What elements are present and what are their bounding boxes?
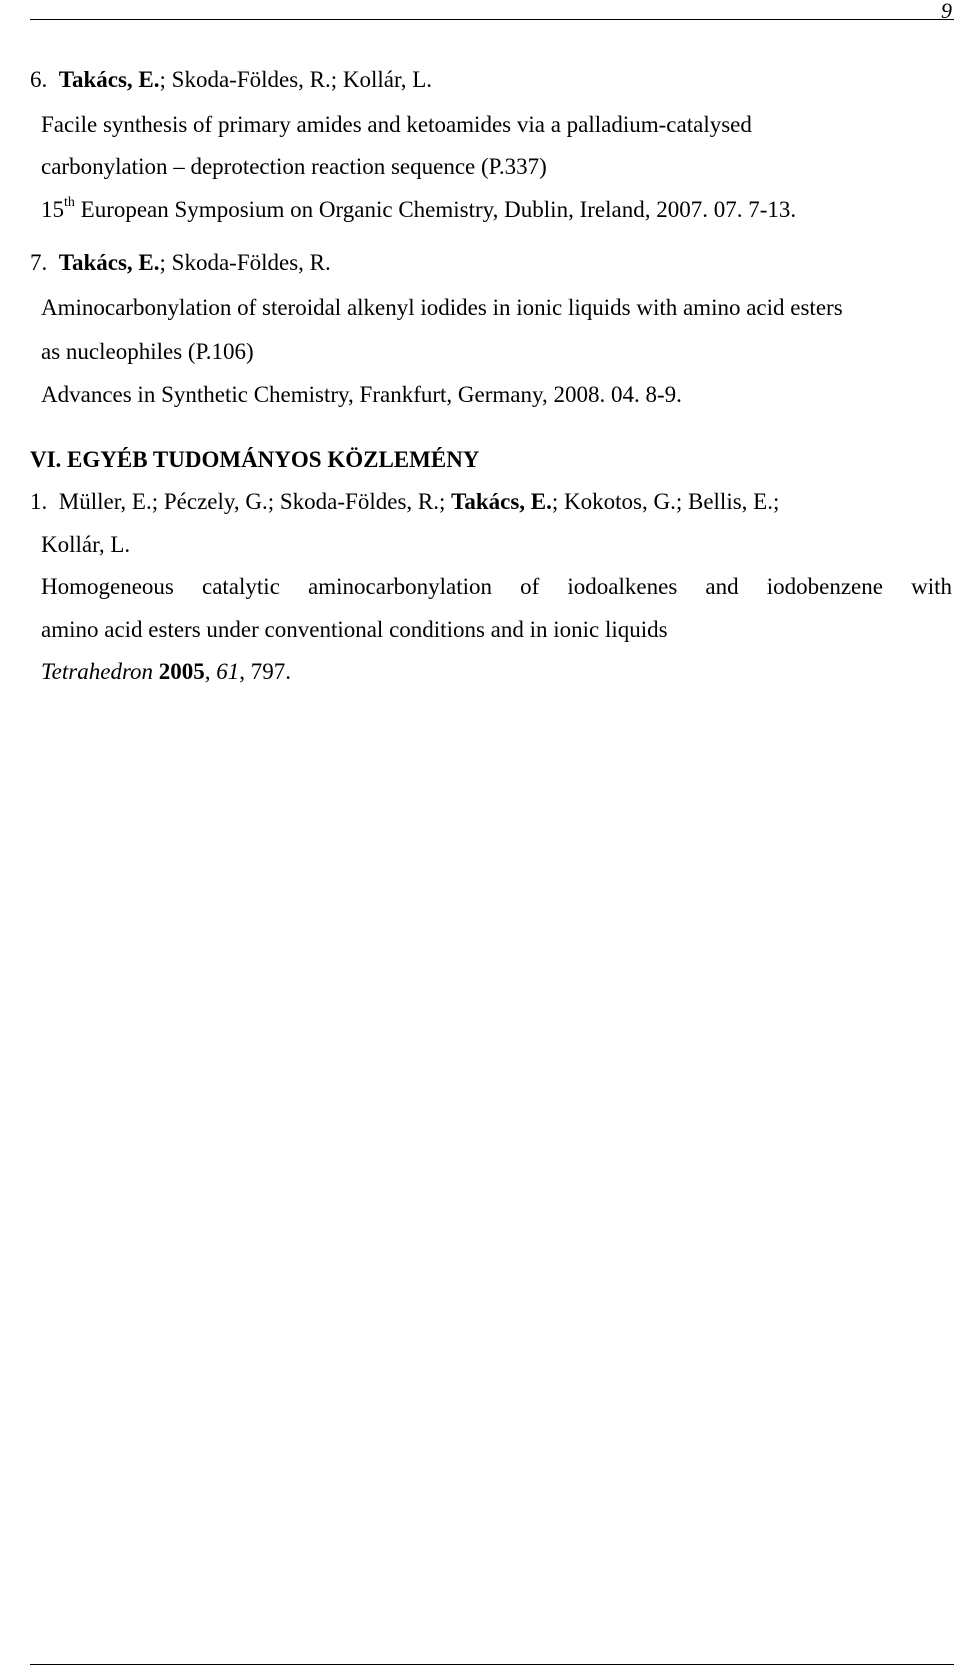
footer-rule [30,1664,954,1665]
publication-1-title-line2: amino acid esters under conventional conditions and in ionic liquids [41,617,668,642]
entry-main-author: Takács, E. [58,250,160,275]
entry-index: 6. [30,67,48,92]
entry-6-title-line2: carbonylation – deprotection reaction sequence (P.337) [41,154,547,179]
venue-ordinal: 15 [41,197,64,222]
entry-7-venue: Advances in Synthetic Chemistry, Frankfurt, Germany, 2008. 04. 8-9. [41,382,682,407]
header-rule [30,19,954,20]
venue-ordinal-suffix: th [64,195,75,211]
entry-7-title-line2: as nucleophiles (P.106) [41,339,254,364]
entry-6-title-line1: Facile synthesis of primary amides and ketoamides via a palladium-catalysed [41,112,752,137]
publication-authors-part1: Müller, E.; Péczely, G.; Skoda-Földes, R.; [58,489,452,514]
section-heading: VI. EGYÉB TUDOMÁNYOS KÖZLEMÉNY [30,447,480,472]
entry-other-authors: ; Skoda-Földes, R.; Kollár, L. [159,67,433,92]
publication-1-authors-line2: Kollár, L. [41,532,131,557]
entry-index: 7. [30,250,48,275]
publication-1-title-line1: Homogeneous catalytic aminocarbonylation of iodoalkenes and iodobenzene with [41,574,952,599]
page-number: 9 [941,0,952,23]
publication-main-author: Takács, E. [451,489,552,514]
venue-text: European Symposium on Organic Chemistry, Dublin, Ireland, 2007. 07. 7-13. [74,197,797,222]
publication-year: 2005 [158,659,205,684]
publication-index: 1. [30,489,48,514]
entry-other-authors: ; Skoda-Földes, R. [159,250,331,275]
publication-1-authors [30,488,779,516]
entry-6-authors [30,66,432,94]
publication-authors-part2: ; Kokotos, G.; Bellis, E.; [551,489,780,514]
publication-pages: , 797. [239,659,292,684]
entry-7-title-line1: Aminocarbonylation of steroidal alkenyl iodides in ionic liquids with amino acid esters [41,295,843,320]
entry-7-authors [30,249,331,277]
journal-name: Tetrahedron [41,659,154,684]
publication-volume: 61 [216,659,240,684]
publication-1-citation: Tetrahedron 2005, 61, 797. [41,659,292,684]
entry-6-venue [41,196,796,224]
entry-main-author: Takács, E. [58,67,160,92]
